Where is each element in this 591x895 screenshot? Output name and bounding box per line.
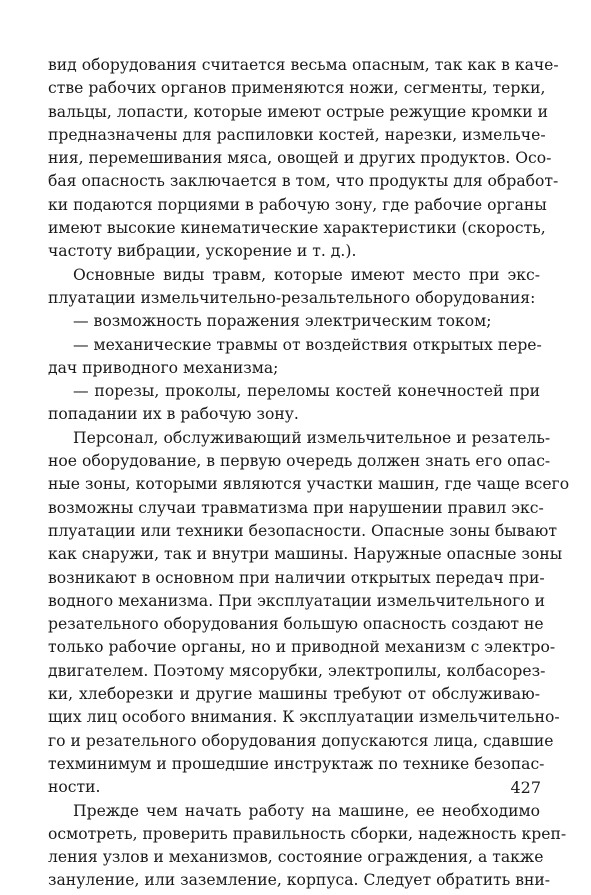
text-line: возникают в основном при наличии открытых передач при- <box>48 568 545 587</box>
text-line: стве рабочих органов применяются ножи, сегменты, терки, <box>48 79 546 98</box>
text-line: Основные виды травм, которые имеют место при экс- <box>73 265 540 284</box>
text-line: дач приводного механизма; <box>48 358 279 377</box>
text-line: зануление, или заземление, корпуса. Следует обратить вни- <box>48 871 551 890</box>
text-line: ния, перемешивания мяса, овощей и других продуктов. Осо- <box>48 149 552 168</box>
text-line: водного механизма. При эксплуатации измельчительного и <box>48 591 546 610</box>
text-line: щих лиц особого внимания. К эксплуатации измельчительно- <box>48 708 560 727</box>
text-line: техминимум и прошедшие инструктаж по технике безопас- <box>48 754 545 773</box>
text-line: плуатации измельчительно-резальтельного оборудования: <box>48 288 536 307</box>
text-line: — порезы, проколы, переломы костей конечностей при <box>73 382 540 401</box>
text-line: — механические травмы от воздействия открытых пере- <box>73 335 542 354</box>
text-line: плуатации или техники безопасности. Опасные зоны бывают <box>48 521 557 540</box>
text-line: резательного оборудования большую опасность создают не <box>48 615 544 634</box>
text-line: Персонал, обслуживающий измельчительное и резатель- <box>73 428 551 447</box>
text-line: ное оборудование, в первую очередь должен знать его опас- <box>48 452 551 471</box>
text-line: только рабочие органы, но и приводной механизм с электро- <box>48 638 556 657</box>
text-line: ки подаются порциями в рабочую зону, где рабочие органы <box>48 195 547 214</box>
text-line: вид оборудования считается весьма опасным, так как в каче- <box>48 56 559 74</box>
text-line: попадании их в рабочую зону. <box>48 405 299 424</box>
text-line: предназначены для распиловки костей, нарезки, измельче- <box>48 125 546 144</box>
text-line: вальцы, лопасти, которые имеют острые режущие кромки и <box>48 102 548 121</box>
text-line: ные зоны, которыми являются участки машин, где чаще всего <box>48 475 570 494</box>
text-line: ности. <box>48 778 101 797</box>
text-line: имеют высокие кинематические характеристики (скорость, <box>48 219 546 238</box>
text-line: бая опасность заключается в том, что продукты для обработ- <box>48 172 559 191</box>
text-line: ки, хлеборезки и другие машины требуют от обслуживаю- <box>48 685 540 704</box>
text-line: — возможность поражения электрическим током; <box>73 312 492 331</box>
text-line: частоту вибрации, ускорение и т. д.). <box>48 242 357 261</box>
text-line: возможны случаи травматизма при нарушении правил экс- <box>48 498 544 517</box>
text-line: осмотреть, проверить правильность сборки, надежность креп- <box>48 824 567 843</box>
text-line: как снаружи, так и внутри машины. Наружные опасные зоны <box>48 545 563 564</box>
body-text <box>48 54 570 893</box>
text-line: Прежде чем начать работу на машине, ее необходимо <box>73 801 540 820</box>
text-line: го и резательного оборудования допускаются лица, сдавшие <box>48 731 554 750</box>
page-number: 427 <box>510 778 541 797</box>
text-line: двигателем. Поэтому мясорубки, электропилы, колбасорез- <box>48 661 546 680</box>
text-line: ления узлов и механизмов, состояние ограждения, а также <box>48 848 544 867</box>
